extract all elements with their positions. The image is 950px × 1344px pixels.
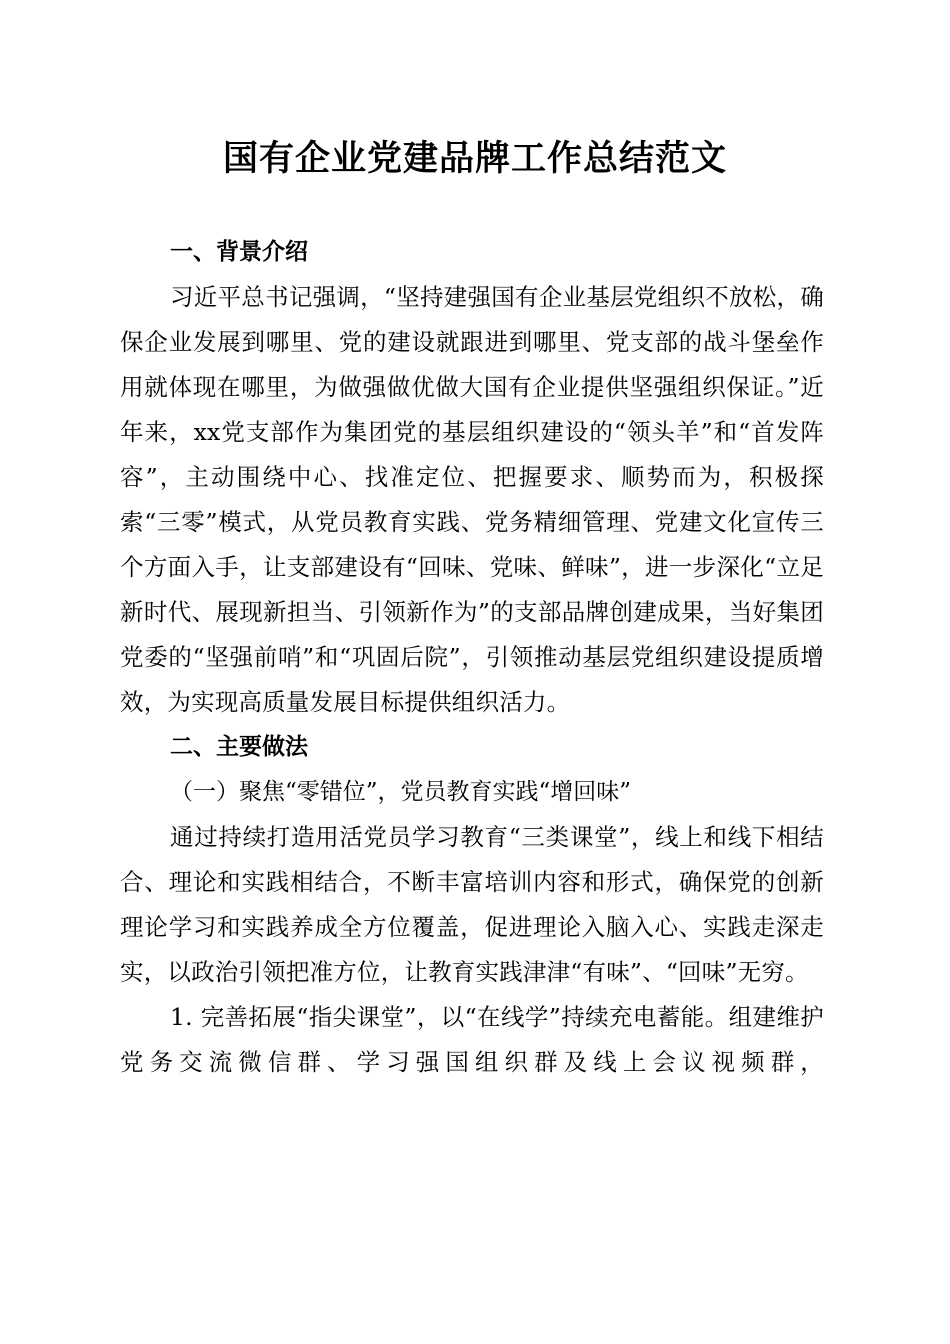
subheading-zero-misalignment: （一）聚焦“零错位”，党员教育实践“增回味” [170,779,632,805]
document-title: 国有企业党建品牌工作总结范文 [222,138,727,179]
paragraph-item-1: 1. 完善拓展“指尖课堂”，以“在线学”持续充电蓄能。组建维护党务交流微信群、学习强国组织群及线上会议视频群， [120,1003,824,1076]
section-heading-background: 一、背景介绍 [170,239,308,265]
document-body [120,230,824,1085]
paragraph-background: 习近平总书记强调，“坚持建强国有企业基层党组织不放松，确保企业发展到哪里、党的建设就跟进到哪里、党支部的战斗堡垒作用就体现在哪里，为做强做优做大国有企业提供坚强组织保证。”近年来，xx党支部作为集团党的基层组织建设的“领头羊”和“首发阵容”，主动围绕中心、找准定位、把握要求、顺势而为，积极探索“三零”模式，从党员教育实践、党务精细管理、党建文化宣传三个方面入手，让支部建设有“回味、党味、鲜味”，进一步深化“立足新时代、展现新担当、引领新作为”的支部品牌创建成果，当好集团党委的“坚强前哨”和“巩固后院”，引领推动基层党组织建设提质增效，为实现高质量发展目标提供组织活力。 [120,283,824,716]
section-heading-practices: 二、主要做法 [170,734,308,760]
paragraph-practice-intro: 通过持续打造用活党员学习教育“三类课堂”，线上和线下相结合、理论和实践相结合，不断丰富培训内容和形式，确保党的创新理论学习和实践养成全方位覆盖，促进理论入脑入心、实践走深走实，以政治引领把准方位，让教育实践津津“有味”、“回味”无穷。 [120,823,824,986]
